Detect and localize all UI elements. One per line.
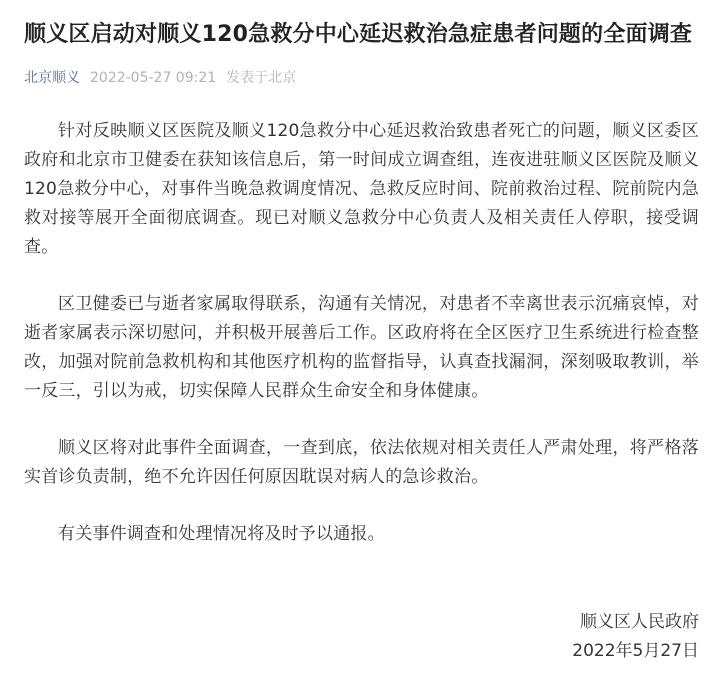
- paragraph-1: 针对反映顺义区医院及顺义120急救分中心延迟救治致患者死亡的问题，顺义区委区政府和北京市卫健委在获知该信息后，第一时间成立调查组，连夜进驻顺义区医院及顺义120急救分中心，对事件当晚急救调度情况、急救反应时间、院前救治过程、院前院内急救对接等展开全面彻底调查。现已对顺义急救分中心负责人及相关责任人停职，接受调查。: [24, 121, 699, 257]
- article-meta: [24, 68, 699, 88]
- signature-block: [572, 608, 699, 666]
- account-name-link[interactable]: 北京顺义: [24, 70, 80, 86]
- signature-date: 2022年5月27日: [572, 641, 699, 661]
- publish-time: 2022-05-27 09:21: [90, 70, 217, 86]
- publish-location: 发表于北京: [226, 70, 297, 86]
- paragraph-4: 有关事件调查和处理情况将及时予以通报。: [58, 524, 385, 544]
- paragraph-3: 顺义区将对此事件全面调查，一查到底，依法依规对相关责任人严肃处理，将严格落实首诊负责制，绝不允许因任何原因耽误对病人的急诊救治。: [24, 438, 699, 487]
- article-body: [24, 117, 699, 549]
- paragraph-2: 区卫健委已与逝者家属取得联系，沟通有关情况，对患者不幸离世表示沉痛哀悼，对逝者家属表示深切慰问，并积极开展善后工作。区政府将在全区医疗卫生系统进行检查整改，加强对院前急救机构和其他医疗机构的监督指导，认真查找漏洞，深刻吸取教训，举一反三，引以为戒，切实保障人民群众生命安全和身体健康。: [24, 294, 699, 401]
- article-title: 顺义区启动对顺义120急救分中心延迟救治急症患者问题的全面调查: [24, 22, 693, 47]
- signature-organization: 顺义区人民政府: [580, 612, 699, 632]
